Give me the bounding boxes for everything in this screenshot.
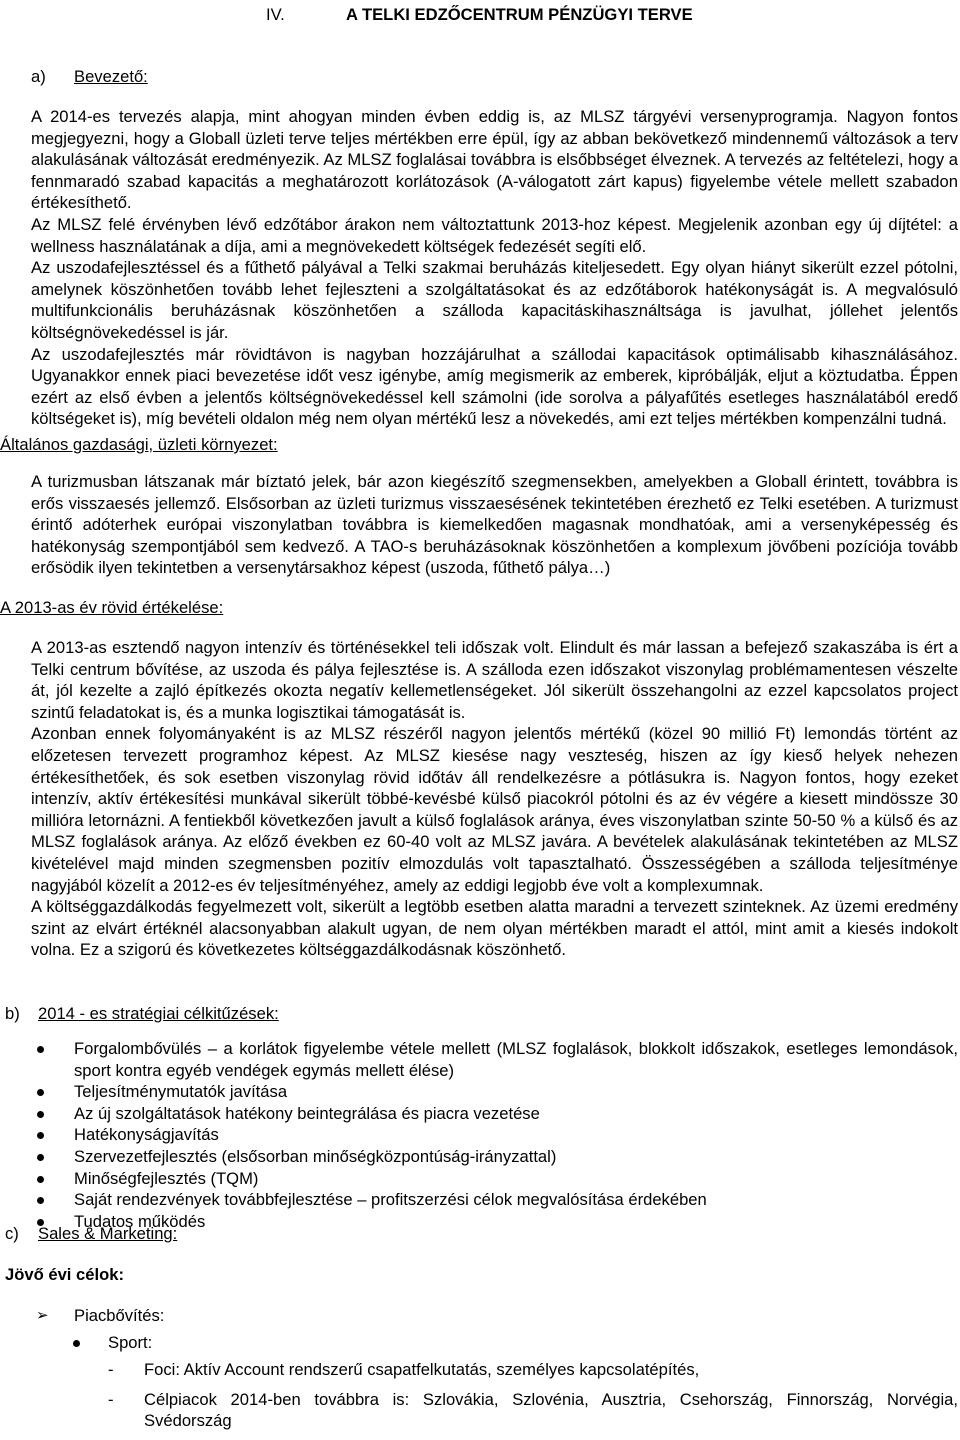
list-item: - Célpiacok 2014-ben továbbra is: Szlovákia, Szlovénia, Ausztria, Csehország, Finnország, Norvégia, Svédország (108, 1389, 958, 1431)
review-paragraph: Azonban ennek folyományaként is az MLSZ részéről nagyon jelentős mértékű (közel 90 millió Ft) lemondás történt az előzetesen tervezett programhoz képest. Az MLSZ kiesése nagy veszteség, hiszen az így kieső helyek nehezen értékesíthetőek, és sok esetben viszonylag rövid időtáv áll rendelkezésre a pótlásukra is. Nagyon fontos, hogy ezeket intenzív, aktív értékesítési munkával sikerült többé-kevésbé külső piacokról pótolni és az év végére a kiesett mindössze 30 millióra letornázni. A fentiekből következően javult a külső foglalások aránya, éves viszonylatban szinte 50-50 % a külső és az MLSZ foglalások aránya. Az előző években ez 60-40 volt az MLSZ javára. A bevételek alakulásának tekintetében az MLSZ kivételével majd minden szegmensben pozitív elmozdulás volt tapasztalható. Összességében a szálloda teljesítménye nagyjából közelít a 2012-es év teljesítményéhez, amely az eddigi legjobb éve volt a komplexumnak. (31, 724, 958, 895)
section-a-label: a) (31, 67, 46, 86)
document-title (0, 4, 960, 26)
bullet-icon (73, 1340, 80, 1347)
intro-paragraph: Az uszodafejlesztéssel és a fűthető pályával a Telki szakmai beruházás kiteljesedett. Egy olyan hiányt sikerült ezzel pótolni, amelynek köszönhetően tovább lehet fejleszteni a szolgáltatásokat és az edzőtáborok hatékonyságát is. A megvalósuló multifunkcionális beruházásnak köszönhetően a szálloda kapacitáskihasználtsága is javulhat, jóllehet jelentős költségnövekedéssel is jár. (31, 258, 958, 342)
section-title: A TELKI EDZŐCENTRUM PÉNZÜGYI TERVE (346, 5, 693, 24)
list-item: Forgalombővülés – a korlátok figyelembe vétele mellett (MLSZ foglalások, blokkolt időszakok, esetleges lemondások, sport kontra egyéb vendégek egymás mellett élése) (0, 1038, 958, 1081)
section-c-heading (0, 1223, 958, 1245)
section-b-label: b) (5, 1004, 20, 1023)
bullet-icon (37, 1132, 44, 1139)
general-text (31, 471, 958, 579)
section-b-heading (0, 1003, 958, 1025)
list-item: Tudatos működés (0, 1211, 958, 1233)
section-a-title: Bevezető: (74, 67, 148, 86)
dash-marker: - (108, 1389, 114, 1409)
review-paragraph: A 2013-as esztendő nagyon intenzív és történésekkel teli időszak volt. Elindult és már lassan a befejező szakaszába is ért a Telki centrum bővítése, az uszoda és pálya fejlesztése is. A szálloda ezen időszakot viszonylag problémamentesen vészelte át, jól kezelte a zajló építkezés okozta negatív kellemetlenségeket. Jól sikerült összehangolni az ezzel kapcsolatos project szintű feladatokat is, és a munka logisztikai támogatását is. (31, 638, 958, 722)
intro-text (31, 106, 958, 430)
arrow-bullet-icon: ➢ (36, 1306, 49, 1324)
general-paragraph: A turizmusban látszanak már bíztató jelek, bár azon kiegészítő szegmensekben, amelyekben a Globall érintett, továbbra is erős visszaesés jellemző. Elsősorban az üzleti turizmus visszaesésének tekintetében érezhető ez Telki esetében. A turizmust érintő adóterhek európai viszonylatban továbbra is kiemelkedően magasnak mondhatóak, ami a versenyképesség és hatékonyság szempontjából sem kedvező. A TAO-s beruházásoknak köszönhetően a komplexum jövőbeni pozíciója tovább erősödik ilyen tekintetben a versenytársakhoz képest (uszoda, fűthető pálya…) (31, 472, 958, 578)
strategy-list (0, 1038, 958, 1232)
section-b-title: 2014 - es stratégiai célkitűzések: (38, 1004, 279, 1023)
review-heading: A 2013-as év rövid értékelése: (0, 598, 224, 617)
intro-paragraph: A 2014-es tervezés alapja, mint ahogyan minden évben eddig is, az MLSZ tárgyévi versenyprogramja. Nagyon fontos megjegyezni, hogy a Globall üzleti terve teljes mértékben erre épül, így az abban bekövetkező mindennemű változások a terv alakulásának változását eredményezik. Az MLSZ foglalásai továbbra is elsőbbséget élveznek. A tervezés az feltételezi, hogy a fennmaradó szabad kapacitás a meghatározott korlátozások (A-válogatott zárt kapus) figyelembe vétele mellett szabadon értékesíthető. (31, 107, 959, 213)
arrow-item-label: Piacbővítés: (74, 1306, 165, 1325)
section-number: IV. (266, 5, 285, 24)
list-item: Saját rendezvények továbbfejlesztése – profitszerzési célok megvalósítása érdekében (0, 1189, 958, 1211)
bullet-icon (37, 1197, 44, 1204)
section-c-label: c) (5, 1224, 19, 1243)
review-paragraph: A költséggazdálkodás fegyelmezett volt, sikerült a legtöbb esetben alatta maradni a tervezett szinteknek. Az üzemi eredmény szint az elvárt értéknél alacsonyabban alakult ugyan, de nem olyan mértékben maradt el attól, mint amit a kiesés indokolt volna. Ez a szigorú és következetes költséggazdálkodásnak köszönhető. (31, 897, 958, 960)
review-text (31, 637, 958, 961)
dash-list (0, 1359, 958, 1440)
general-heading: Általános gazdasági, üzleti környezet: (0, 435, 278, 454)
intro-paragraph: Az uszodafejlesztés már rövidtávon is nagyban hozzájárulhat a szállodai kapacitások optimálisabb kihasználásához. Ugyanakkor ennek piaci bevezetése időt vesz igénybe, amíg megismerik az emberek, kipróbálják, eljut a köztudatba. Éppen ezért az első évben a jelentős költségnövekedéssel kell számolni (ide sorolva a pályafűtés esetleges használatából eredő költségeket is), míg bevételi oldalon még nem olyan mértékű lesz a növekedés, ami ezt teljes mértékben kompenzálni tudná. (31, 344, 958, 429)
bullet-icon (37, 1176, 44, 1183)
list-item: Hatékonyságjavítás (0, 1124, 958, 1146)
list-item: Az új szolgáltatások hatékony beintegrálása és piacra vezetése (0, 1103, 958, 1125)
arrow-list-item (0, 1305, 958, 1327)
list-item: Minőségfejlesztés (TQM) (0, 1168, 958, 1190)
goals-heading: Jövő évi célok: (5, 1265, 124, 1284)
bullet-icon (37, 1046, 44, 1053)
bullet-icon (37, 1111, 44, 1118)
sub-item-label: Sport: (108, 1333, 153, 1352)
list-item: - Foci: Aktív Account rendszerű csapatfelkutatás, személyes kapcsolatépítés, (108, 1360, 700, 1379)
bullet-icon (37, 1154, 44, 1161)
intro-paragraph: Az MLSZ felé érvényben lévő edzőtábor árakon nem változtattunk 2013-hoz képest. Megjelenik azonban egy új díjtétel: a wellness használatának a díja, ami a megnövekedett költségek fedezését segíti elő. (31, 214, 958, 256)
sub-list-item (0, 1332, 958, 1354)
section-c-title: Sales & Marketing: (38, 1224, 178, 1243)
bullet-icon (37, 1089, 44, 1096)
dash-marker: - (108, 1360, 114, 1379)
section-a-heading (0, 66, 958, 88)
list-item: Teljesítménymutatók javítása (0, 1081, 958, 1103)
list-item: Szervezetfejlesztés (elsősorban minőségközpontúság-irányzattal) (0, 1146, 958, 1168)
